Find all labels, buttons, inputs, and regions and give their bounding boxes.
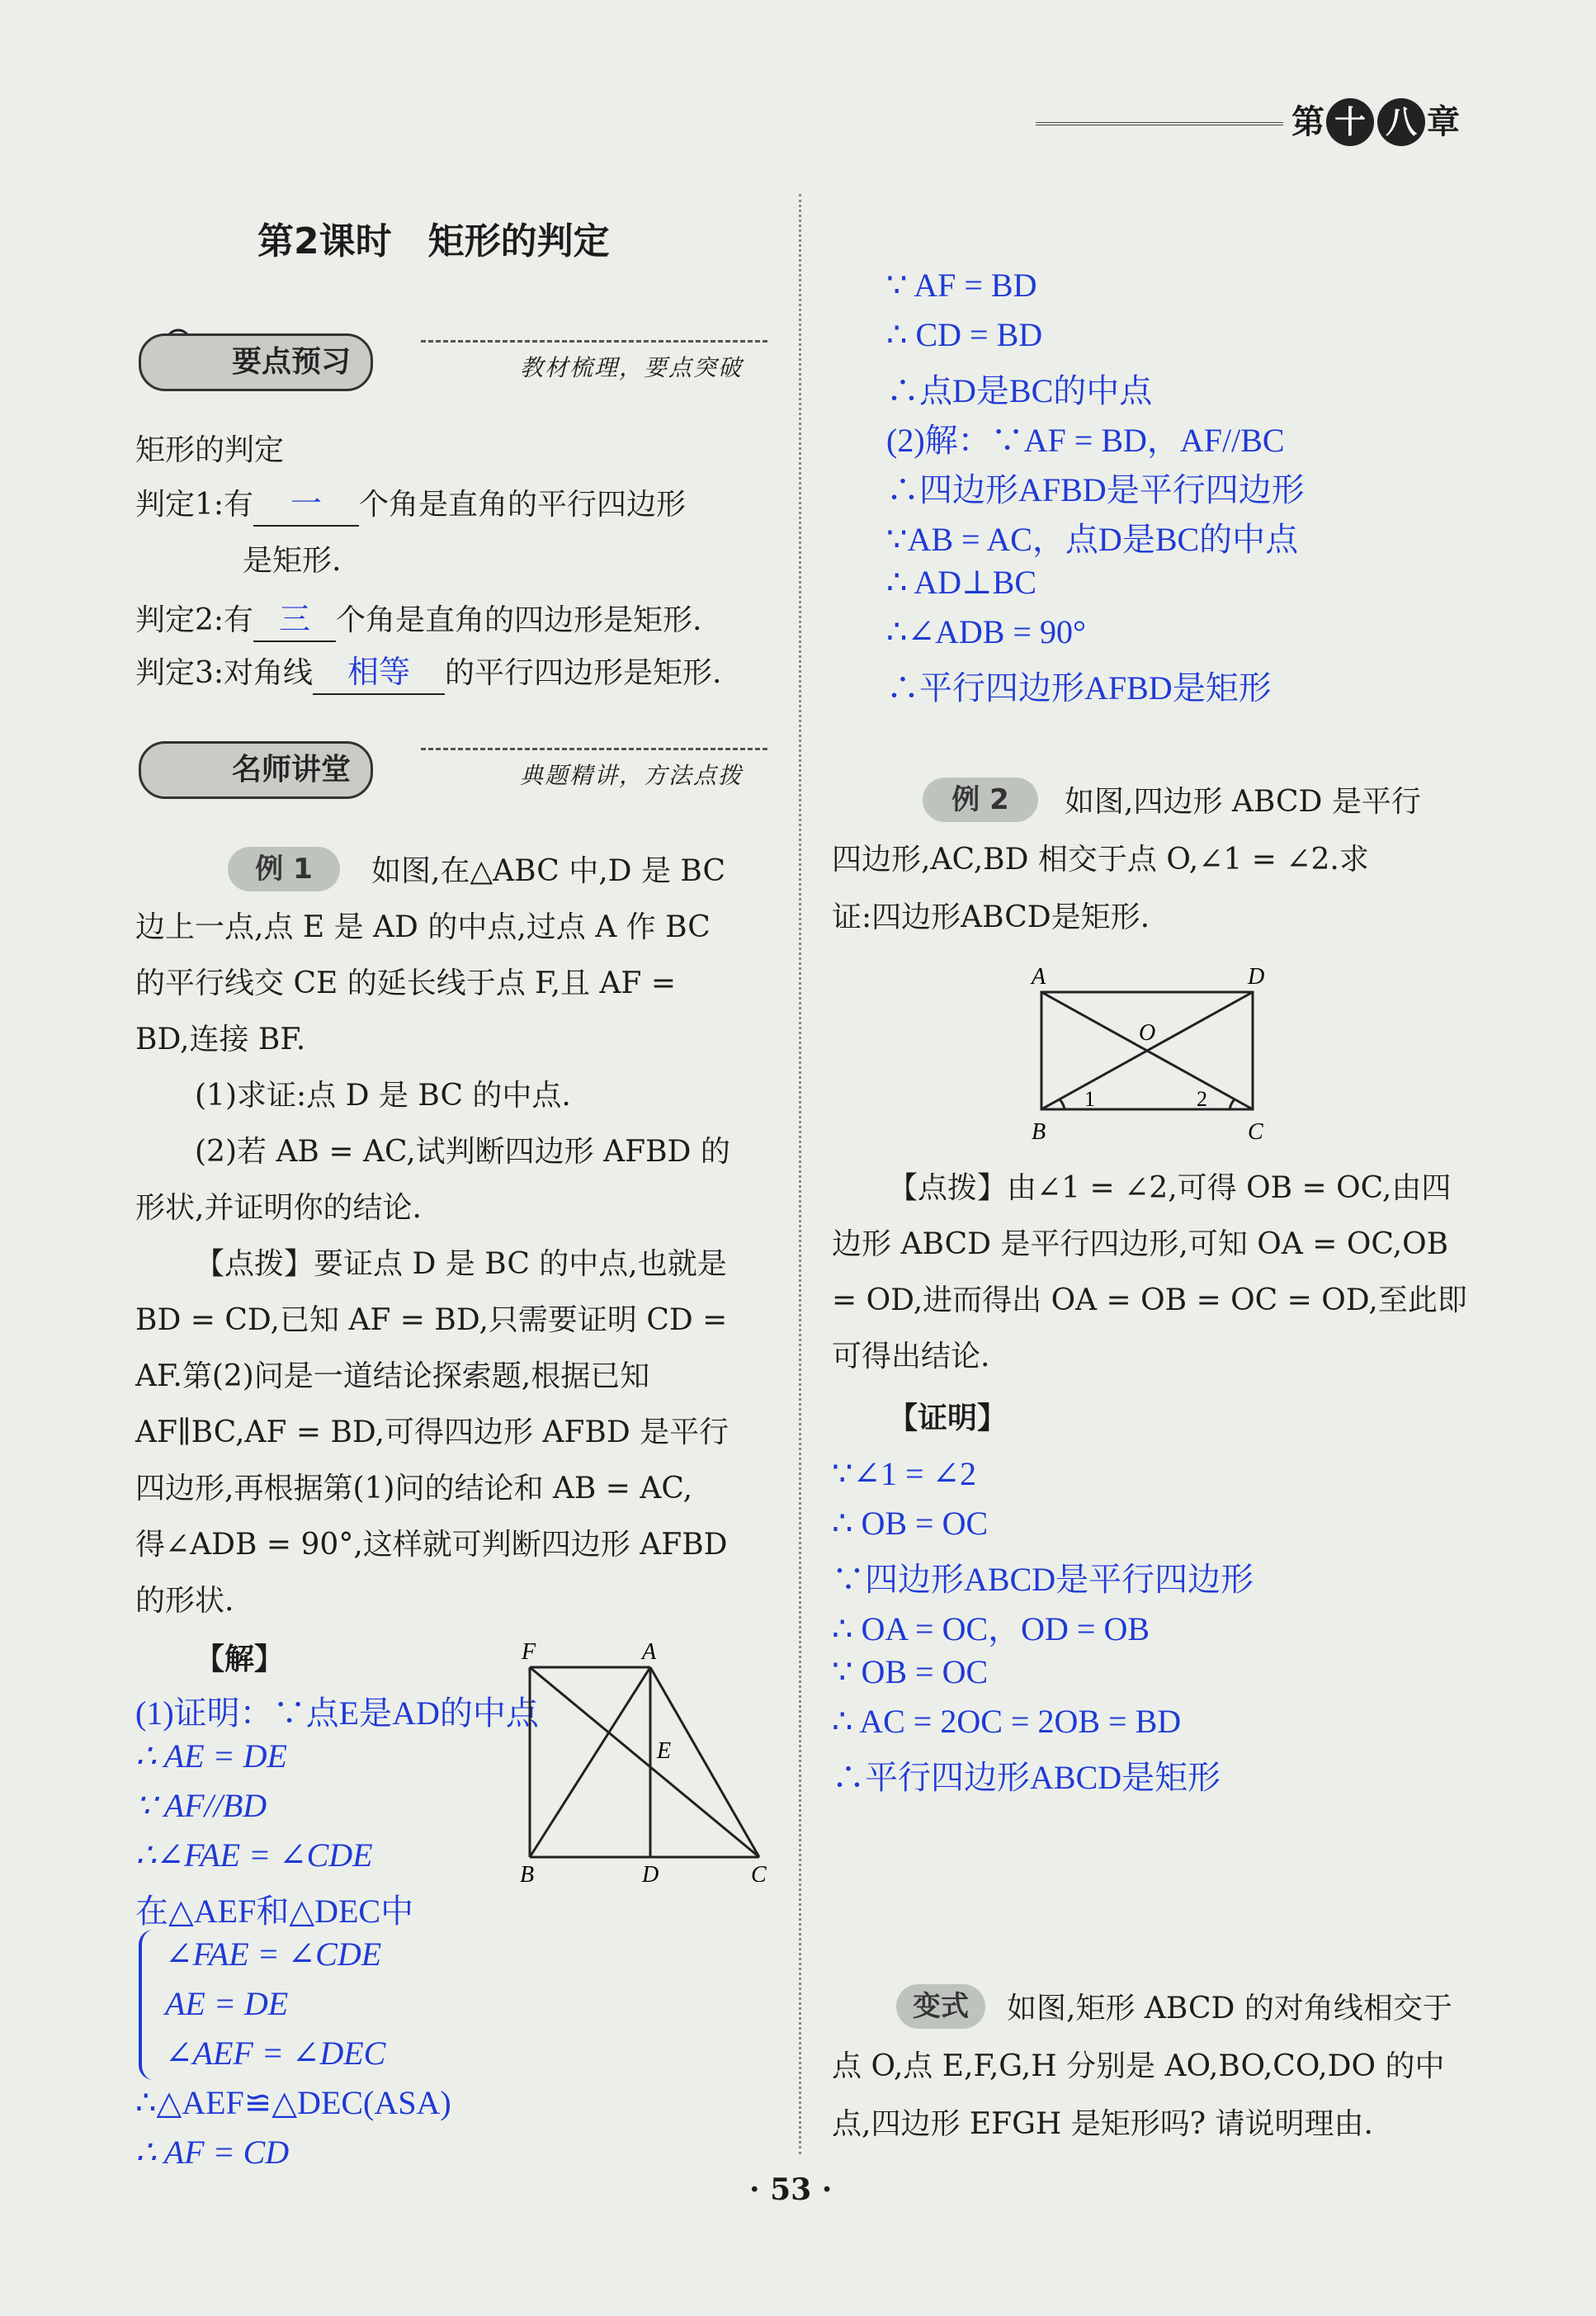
example2-hint-0: 【点拨】由∠1 = ∠2,可得 OB = OC,由四 [888, 1171, 1452, 1205]
example1-hint-2: AF.第(2)问是一道结论探索题,根据已知 [135, 1359, 650, 1393]
page-number: · 53 · [749, 2172, 833, 2207]
proof2-line-1: ∴ OB = OC [832, 1505, 989, 1542]
judge-1-prefix: 判定1:有 [135, 488, 254, 522]
fig1-label-A: A [642, 1639, 657, 1665]
proof2-line-0: ∵∠1 = ∠2 [832, 1455, 977, 1492]
sol1-line-4: 在△AEF和△DEC中 [135, 1893, 414, 1930]
example2-tag: 例 2 [923, 778, 1038, 822]
sol-right-line-1: ∴ CD = BD [886, 316, 1043, 353]
section2-subtitle: 典题精讲，方法点拨 [520, 762, 744, 789]
fig2-label-A: A [1032, 964, 1046, 990]
sol1-line-8: ∴△AEF≌△DEC(ASA) [135, 2084, 451, 2121]
fig2-label-O: O [1139, 1020, 1156, 1046]
section1-dash [421, 340, 767, 343]
fig1-label-E: E [657, 1738, 672, 1764]
sol1-line-2: ∵ AF//BD [135, 1787, 267, 1824]
example1-line-3: BD,连接 BF. [135, 1023, 306, 1056]
fig2-label-1: 1 [1084, 1087, 1095, 1111]
chapter-prefix: 第 [1291, 102, 1324, 141]
sol-right-line-4: ∴四边形AFBD是平行四边形 [886, 471, 1305, 508]
variant-tag: 变式 [896, 1984, 985, 2029]
figure-example1 [512, 1634, 776, 1882]
example2-hint-3: 可得出结论. [832, 1340, 990, 1373]
fig2-label-C: C [1248, 1119, 1263, 1145]
brace [139, 1930, 158, 2080]
example1-hint-4: 四边形,再根据第(1)问的结论和 AB = AC, [135, 1472, 693, 1505]
example1-solution-label: 【解】 [195, 1642, 285, 1676]
proof2-line-4: ∵ OB = OC [832, 1653, 989, 1690]
column-divider [799, 194, 801, 2154]
sol1-line-9: ∴ AF = CD [135, 2134, 290, 2171]
example1-line-0: 如图,在△ABC 中,D 是 BC [371, 854, 726, 888]
example2-proof-label: 【证明】 [888, 1401, 1008, 1435]
fig1-label-B: B [520, 1862, 535, 1882]
sol1-line-6: AE = DE [165, 1985, 289, 2022]
section-preview-label: 要点预习 [139, 333, 373, 391]
variant-line-2: 点,四边形 EFGH 是矩形吗? 请说明理由. [832, 2107, 1373, 2141]
example2-line-2: 证:四边形ABCD是矩形. [832, 900, 1150, 934]
judge-1-suffix: 个角是直角的平行四边形 [359, 488, 687, 522]
sol1-line-1: ∴ AE = DE [135, 1737, 287, 1775]
example2-line-0: 如图,四边形 ABCD 是平行 [1065, 785, 1421, 819]
example1-hint-6: 的形状. [135, 1584, 234, 1618]
figure-example2 [1023, 957, 1279, 1147]
example1-line-1: 边上一点,点 E 是 AD 的中点,过点 A 作 BC [135, 910, 711, 944]
example1-hint-1: BD = CD,已知 AF = BD,只需要证明 CD = [135, 1303, 728, 1337]
fig1-label-D: D [642, 1862, 659, 1882]
judge-2-prefix: 判定2:有 [135, 603, 254, 637]
sol1-line-0: (1)证明：∵点E是AD的中点 [135, 1694, 539, 1732]
judge-3 [135, 644, 722, 703]
judge-3-suffix: 的平行四边形是矩形. [445, 656, 722, 690]
example1-tag: 例 1 [228, 847, 340, 891]
fig2-label-D: D [1248, 964, 1265, 990]
chapter-header [1291, 96, 1460, 146]
example2-hint-1: 边形 ABCD 是平行四边形,可知 OA = OC,OB [832, 1227, 1449, 1261]
example1-line-2: 的平行线交 CE 的延长线于点 F,且 AF = [135, 967, 676, 1000]
fig2-label-2: 2 [1197, 1087, 1207, 1111]
variant-line-1: 点 O,点 E,F,G,H 分别是 AO,BO,CO,DO 的中 [832, 2049, 1445, 2083]
judge-1-answer: 一 [253, 482, 359, 527]
section1-subtitle: 教材梳理，要点突破 [520, 354, 744, 381]
proof2-line-5: ∴ AC = 2OC = 2OB = BD [832, 1703, 1182, 1740]
sol1-line-3: ∴∠FAE = ∠CDE [135, 1836, 373, 1874]
header-rule [1036, 122, 1283, 125]
chapter-num1: 十 [1326, 98, 1374, 146]
sol-right-line-5: ∵AB = AC，点D是BC的中点 [886, 521, 1299, 558]
sol-right-line-7: ∴∠ADB = 90° [886, 613, 1086, 650]
proof2-line-6: ∴平行四边形ABCD是矩形 [832, 1759, 1221, 1796]
example1-hint-0: 【点拨】要证点 D 是 BC 的中点,也就是 [195, 1247, 727, 1281]
judge-1-line2: 是矩形. [243, 544, 342, 578]
sol-right-line-3: (2)解：∵AF = BD，AF//BC [886, 422, 1285, 459]
fig1-label-F: F [522, 1639, 536, 1665]
section-lecture-label: 名师讲堂 [139, 741, 373, 799]
sol-right-line-8: ∴平行四边形AFBD是矩形 [886, 669, 1272, 707]
example1-line-4: (1)求证:点 D 是 BC 的中点. [195, 1079, 571, 1113]
judge-3-answer: 相等 [313, 650, 445, 695]
sol-right-line-2: ∴点D是BC的中点 [886, 372, 1153, 409]
judge-heading: 矩形的判定 [135, 433, 285, 467]
variant-line-0: 如图,矩形 ABCD 的对角线相交于 [1007, 1992, 1452, 2025]
judge-2 [135, 591, 702, 650]
sol-right-line-0: ∵ AF = BD [886, 267, 1037, 304]
sol1-line-5: ∠FAE = ∠CDE [165, 1936, 382, 1973]
proof2-line-2: ∵四边形ABCD是平行四边形 [832, 1561, 1254, 1598]
example1-line-6: 形状,并证明你的结论. [135, 1191, 422, 1225]
judge-2-suffix: 个角是直角的四边形是矩形. [336, 603, 702, 637]
example1-line-5: (2)若 AB = AC,试判断四边形 AFBD 的 [195, 1135, 730, 1169]
chapter-num2: 八 [1377, 98, 1425, 146]
sol1-line-7: ∠AEF = ∠DEC [165, 2035, 386, 2072]
chapter-suffix: 章 [1427, 102, 1460, 141]
judge-1 [135, 475, 686, 535]
section2-dash [421, 748, 767, 750]
sol-right-line-6: ∴ AD⊥BC [886, 564, 1036, 601]
judge-3-prefix: 判定3:对角线 [135, 656, 314, 690]
page-title: 第2课时 矩形的判定 [257, 220, 610, 262]
fig2-label-B: B [1032, 1119, 1046, 1145]
judge-2-answer: 三 [253, 598, 336, 642]
fig1-label-C: C [751, 1862, 767, 1882]
example1-hint-5: 得∠ADB = 90°,这样就可判断四边形 AFBD [135, 1528, 728, 1562]
example1-hint-3: AF∥BC,AF = BD,可得四边形 AFBD 是平行 [135, 1416, 730, 1449]
example2-hint-2: = OD,进而得出 OA = OB = OC = OD,至此即 [832, 1283, 1467, 1317]
example2-line-1: 四边形,AC,BD 相交于点 O,∠1 = ∠2.求 [832, 843, 1369, 877]
proof2-line-3: ∴ OA = OC，OD = OB [832, 1610, 1150, 1647]
